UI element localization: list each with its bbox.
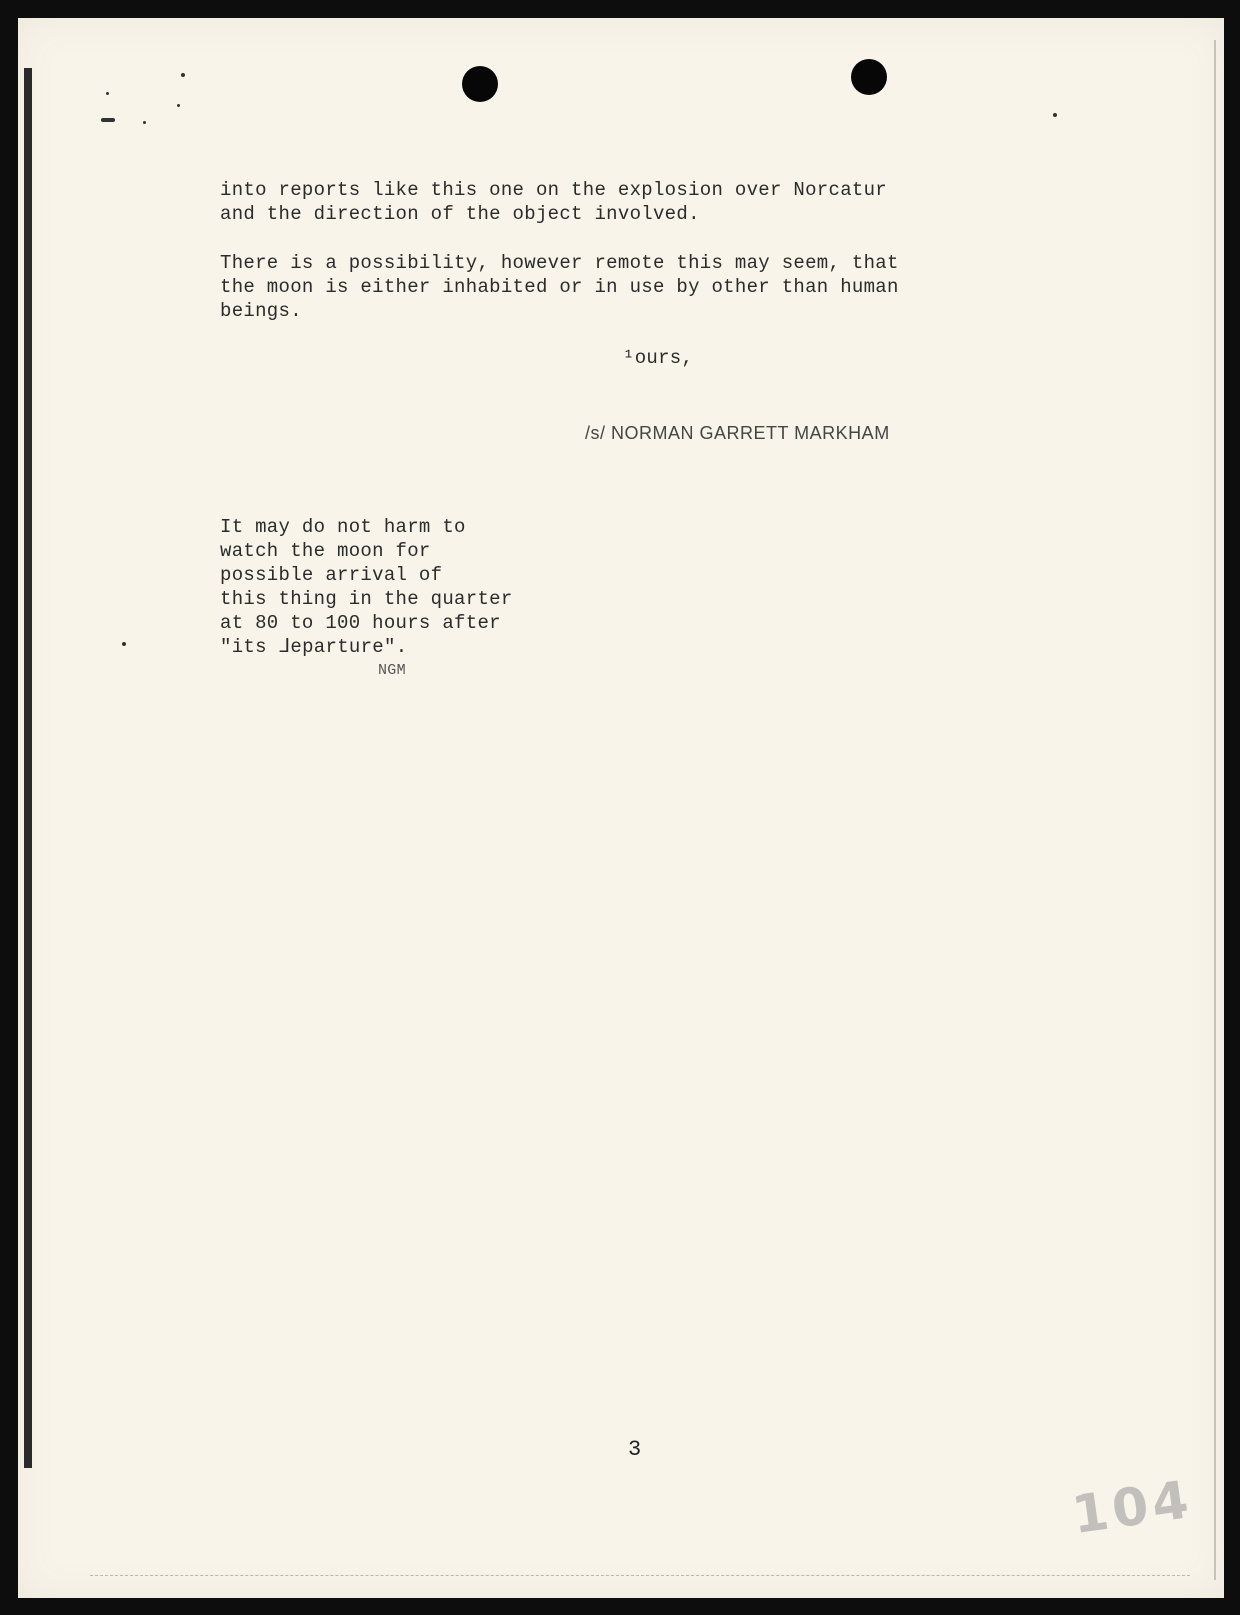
note-line: possible arrival of	[220, 564, 443, 586]
note-line: It may do not harm to	[220, 516, 466, 538]
letter-paragraph-1	[220, 178, 887, 226]
punch-hole-right	[851, 59, 887, 95]
bottom-dashed-line	[90, 1575, 1190, 1576]
speck	[177, 104, 180, 107]
note-line: at 80 to 100 hours after	[220, 612, 501, 634]
note-line: this thing in the quarter	[220, 588, 513, 610]
speck	[106, 92, 109, 95]
note-line: "its ᒧeparture".	[220, 636, 408, 658]
stamp-number: 104	[1068, 1469, 1197, 1547]
note-initials: NGM	[378, 662, 406, 679]
speck	[181, 73, 185, 77]
speck	[143, 121, 146, 124]
letter-paragraph-2	[220, 251, 899, 323]
letter-line: into reports like this one on the explosion over Norcatur	[220, 179, 888, 201]
letter-signature: /s/ NORMAN GARRETT MARKHAM	[585, 423, 890, 443]
left-edge-shadow	[24, 68, 32, 1468]
letter-line: There is a possibility, however remote this may seem, that	[220, 252, 899, 274]
letter-line: beings.	[220, 300, 302, 322]
note-line: watch the moon for	[220, 540, 431, 562]
right-edge-shadow	[1214, 40, 1216, 1580]
letter-closing: ¹ours,	[623, 347, 694, 369]
letter-line: the moon is either inhabited or in use by other than human	[220, 276, 899, 298]
letter-line: and the direction of the object involved.	[220, 203, 700, 225]
page-number: 3	[628, 1437, 642, 1462]
punch-hole-left	[462, 66, 498, 102]
speck	[1053, 113, 1057, 117]
speck	[101, 118, 115, 122]
handwritten-note	[220, 515, 513, 659]
speck	[122, 642, 126, 646]
